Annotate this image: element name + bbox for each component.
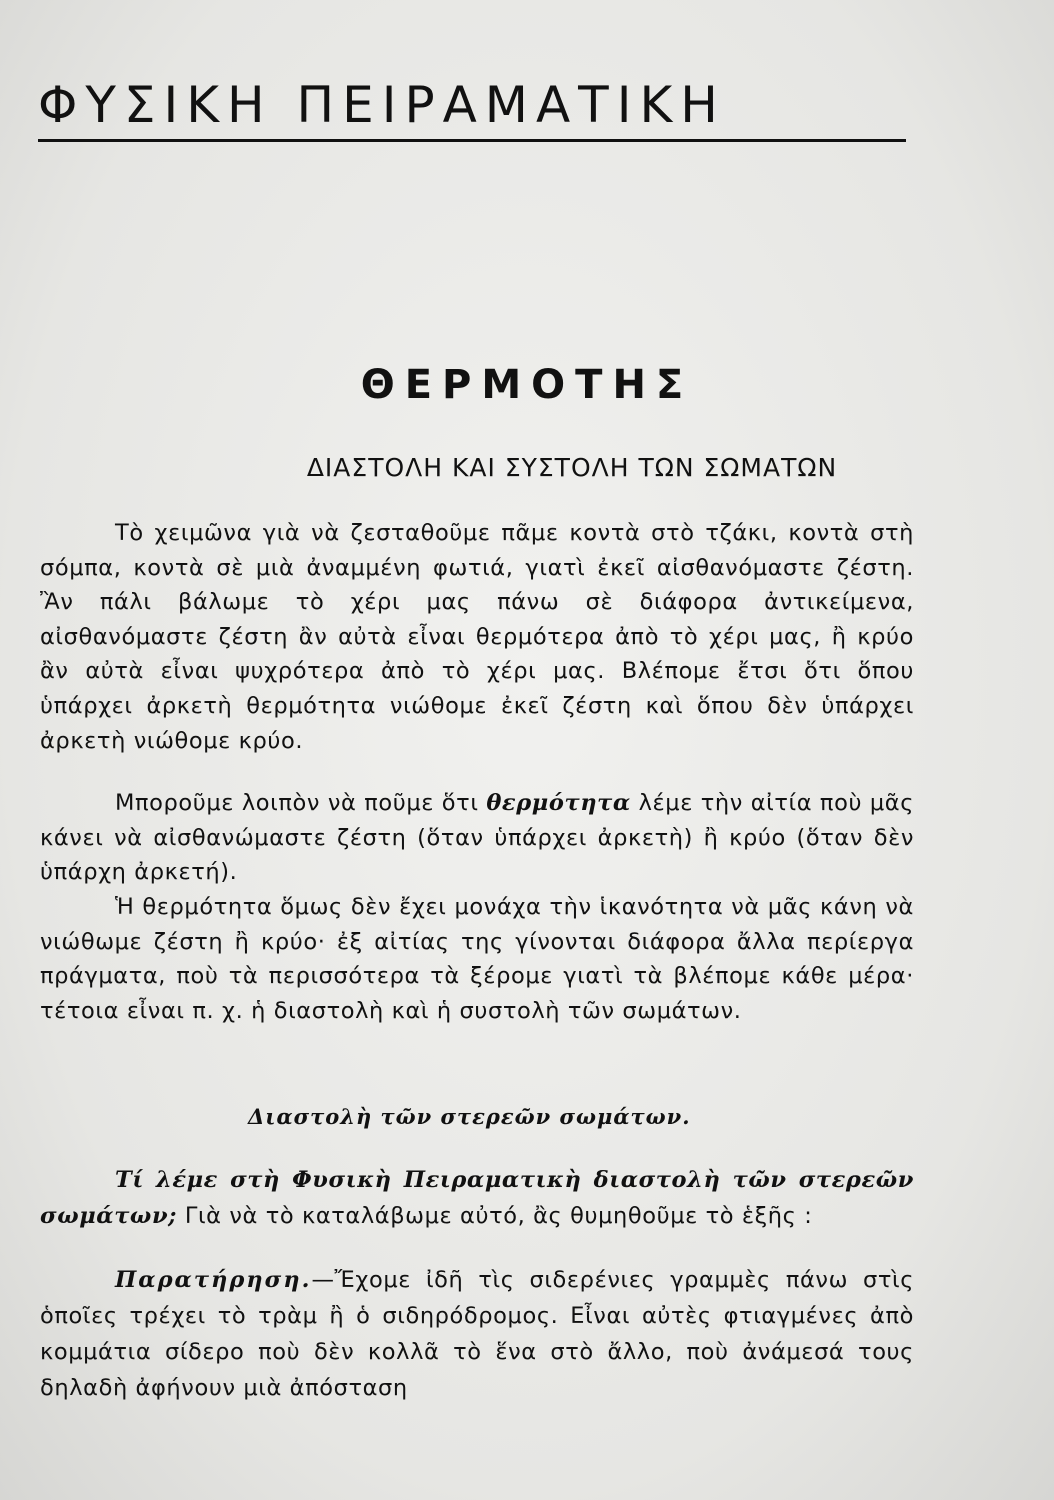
observation-paragraph	[40, 1262, 914, 1406]
observation-label: Παρατήρηση.	[115, 1267, 312, 1293]
chapter-title: ΘΕΡΜΟΤΗΣ	[360, 362, 694, 408]
paragraph-1: Τὸ χειμῶνα γιὰ νὰ ζεσταθοῦμε πᾶμε κοντὰ στὸ τζάκι, κοντὰ στὴ σόμπα, κοντὰ σὲ μιὰ ἀναμμένη φωτιά, γιατὶ ἐκεῖ αἰσθανόμαστε ζέστη. Ἂν πάλι βάλωμε τὸ χέρι μας πάνω σὲ διάφορα ἀντικείμενα, αἰσθανόμαστε ζέστη ἂν αὐτὰ εἶναι θερμότερα ἀπὸ τὸ χέρι μας, ἢ κρύο ἂν αὐτὰ εἶναι ψυχρότερα ἀπὸ τὸ χέρι μας. Βλέπομε ἔτσι ὅτι ὅπου ὑπάρχει ἀρκετὴ θερμότητα νιώθομε ἐκεῖ ζέστη καὶ ὅπου δὲν ὑπάρχει ἀρκετὴ νιώθομε κρύο.	[40, 520, 914, 754]
paragraph-3: Ἡ θερμότητα ὅμως δὲν ἔχει μονάχα τὴν ἱκανότητα νὰ μᾶς κάνη νὰ νιώθωμε ζέστη ἢ κρύο· ἐξ αἰτίας της γίνονται διάφορα ἄλλα περίεργα πράγματα, ποὺ τὰ περισσότερα τὰ ξέρομε γιατὶ τὰ βλέπομε κάθε μέρα· τέτοια εἶναι π. χ. ἡ διαστολὴ καὶ ἡ συστολὴ τῶν σωμάτων.	[40, 894, 914, 1024]
subsection-heading: Διαστολὴ τῶν στερεῶν σωμάτων.	[248, 1104, 691, 1129]
question-rest-text: Γιὰ νὰ τὸ καταλάβωμε αὐτό, ἂς θυμηθοῦμε τὸ ἑξῆς :	[177, 1203, 813, 1229]
paragraph-2-text-start: Μποροῦμε λοιπὸν νὰ ποῦμε ὅτι	[115, 790, 487, 816]
question-paragraph	[40, 1162, 914, 1234]
paragraph-2-text-end: λέμε τὴν αἰτία ποὺ μᾶς κάνει νὰ αἰσθανώμαστε ζέστη (ὅταν ὑπάρχει ἀρκετὴ) ἢ κρύο (ὅταν δὲν ὑπάρχη ἀρκετή).	[40, 790, 915, 886]
running-header-title: ΦΥΣΙΚΗ ΠΕΙΡΑΜΑΤΙΚΗ	[38, 76, 726, 134]
term-thermotita: θερμότητα	[486, 790, 631, 816]
question-bold-text: Τί λέμε στὴ Φυσικὴ Πειραματικὴ διαστολὴ τῶν στερεῶν σωμάτων;	[40, 1167, 914, 1229]
observation-text: —Ἔχομε ἰδῆ τὶς σιδερένιες γραμμὲς πάνω στὶς ὁποῖες τρέχει τὸ τρὰμ ἢ ὁ σιδηρόδρομος. Εἶναι αὐτὲς φτιαγμένες ἀπὸ κομμάτια σίδερο ποὺ δὲν κολλᾶ τὸ ἕνα στὸ ἄλλο, ποὺ ἀνάμεσά τους δηλαδὴ ἀφήνουν μιὰ ἀπόσταση	[40, 1267, 914, 1401]
section-title: ΔΙΑΣΤΟΛΗ ΚΑΙ ΣΥΣΤΟΛΗ ΤΩΝ ΣΩΜΑΤΩΝ	[306, 453, 838, 482]
paragraph-2	[40, 786, 914, 890]
header-divider	[38, 139, 906, 142]
